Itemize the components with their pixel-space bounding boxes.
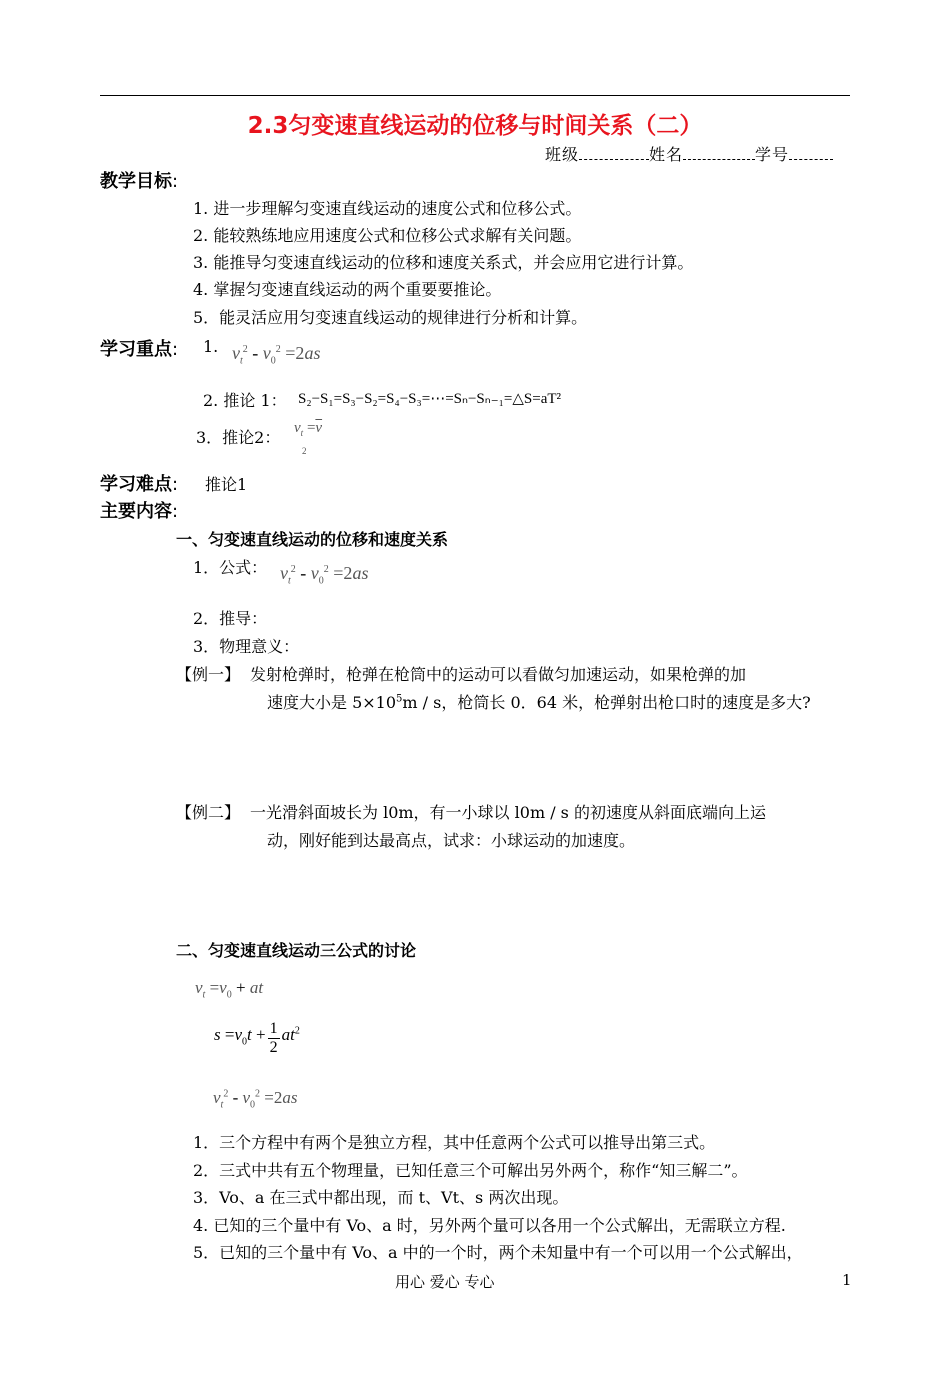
discussion-item: 1．三个方程中有两个是独立方程，其中任意两个公式可以推导出第三式。	[193, 1133, 716, 1152]
class-info-line	[545, 142, 833, 165]
keypoint-1-number: 1.	[203, 337, 219, 356]
goal-item: 4. 掌握匀变速直线运动的两个重要要推论。	[193, 280, 502, 299]
page-number: 1	[842, 1271, 852, 1289]
section-1-formula: $v_t^2 - v_0^2 =2as$	[280, 563, 369, 587]
footer-motto: 用心 爱心 专心	[395, 1273, 495, 1291]
difficulty-heading: 学习难点:	[100, 474, 179, 495]
goal-item: 3. 能推导匀变速直线运动的位移和速度关系式，并会应用它进行计算。	[193, 253, 694, 272]
velocity-displacement-formula-2: $v_t^2 - v_0^2 =2as$	[213, 1088, 298, 1111]
keypoint-2-label: 2. 推论 1：	[203, 391, 287, 410]
keypoint-3-label: 3．推论2：	[196, 428, 281, 447]
name-blank[interactable]	[683, 145, 755, 160]
goal-item: 2. 能较熟练地应用速度公式和位移公式求解有关问题。	[193, 226, 582, 245]
main-heading: 主要内容:	[100, 501, 179, 522]
top-rule	[100, 95, 850, 96]
goal-item: 5．能灵活应用匀变速直线运动的规律进行分析和计算。	[193, 308, 588, 327]
keypoints-heading: 学习重点:	[100, 339, 179, 360]
class-label: 班级	[545, 145, 580, 164]
meaning-label: 3．物理意义：	[193, 637, 300, 656]
section-2-title: 二、匀变速直线运动三公式的讨论	[176, 941, 417, 960]
page-title: 2.3匀变速直线运动的位移与时间关系（二）	[247, 113, 703, 139]
velocity-displacement-formula: $v_t^2 - v_0^2 =2as$	[232, 343, 321, 367]
example-2-line-1: 一光滑斜面坡长为 l0m，有一小球以 l0m / s 的初速度从斜面底端向上运	[250, 803, 766, 822]
goal-item: 1. 进一步理解匀变速直线运动的速度公式和位移公式。	[193, 199, 582, 218]
displacement-time-formula: $s =v_0t$ + $\frac{1}{2}$ $at^2$	[214, 1020, 300, 1056]
name-label: 姓名	[649, 145, 684, 164]
discussion-item: 4. 已知的三个量中有 Vo、a 时，另外两个量可以各用一个公式解出，无需联立方程.	[193, 1216, 786, 1235]
section-1-title: 一、匀变速直线运动的位移和速度关系	[176, 530, 449, 549]
id-blank[interactable]	[789, 145, 833, 160]
example-1-tag: 【例一】	[176, 665, 241, 684]
corollary-2-formula: $v_t =\overline{v}$	[294, 420, 323, 438]
class-blank[interactable]	[579, 145, 649, 160]
difficulty-text: 推论1	[205, 475, 248, 494]
example-2-tag: 【例二】	[176, 803, 241, 822]
velocity-time-formula: $v_t =v_0$ + at	[195, 978, 264, 1001]
discussion-item: 2．三式中共有五个物理量，已知任意三个可解出另外两个，称作“知三解二”。	[193, 1161, 748, 1180]
discussion-item: 5．已知的三个量中有 Vo、a 中的一个时，两个未知量中有一个可以用一个公式解出，	[193, 1243, 803, 1262]
formula-label: 1．公式：	[193, 558, 268, 577]
discussion-item: 3．Vo、a 在三式中都出现，而 t、Vt、s 两次出现。	[193, 1188, 569, 1207]
example-1-line-1: 发射枪弹时，枪弹在枪筒中的运动可以看做匀加速运动，如果枪弹的加	[250, 665, 747, 684]
example-2-line-2: 动，刚好能到达最高点，试求：小球运动的加速度。	[267, 831, 636, 850]
example-1-line-2: 速度大小是 $5\times 10^5m / s$，枪筒长 0．64 米，枪弹射出枪口时的速度是多大?	[267, 693, 811, 712]
corollary-1-formula: S₂−S₁=S₃−S₂=S₄−S₃=⋯=Sₙ−Sₙ₋₁=△S=aT²	[298, 391, 562, 407]
derive-label: 2．推导：	[193, 609, 268, 628]
goals-heading: 教学目标:	[100, 171, 179, 192]
id-label: 学号	[755, 145, 790, 164]
corollary-2-subscript-denominator: 2	[302, 446, 307, 456]
